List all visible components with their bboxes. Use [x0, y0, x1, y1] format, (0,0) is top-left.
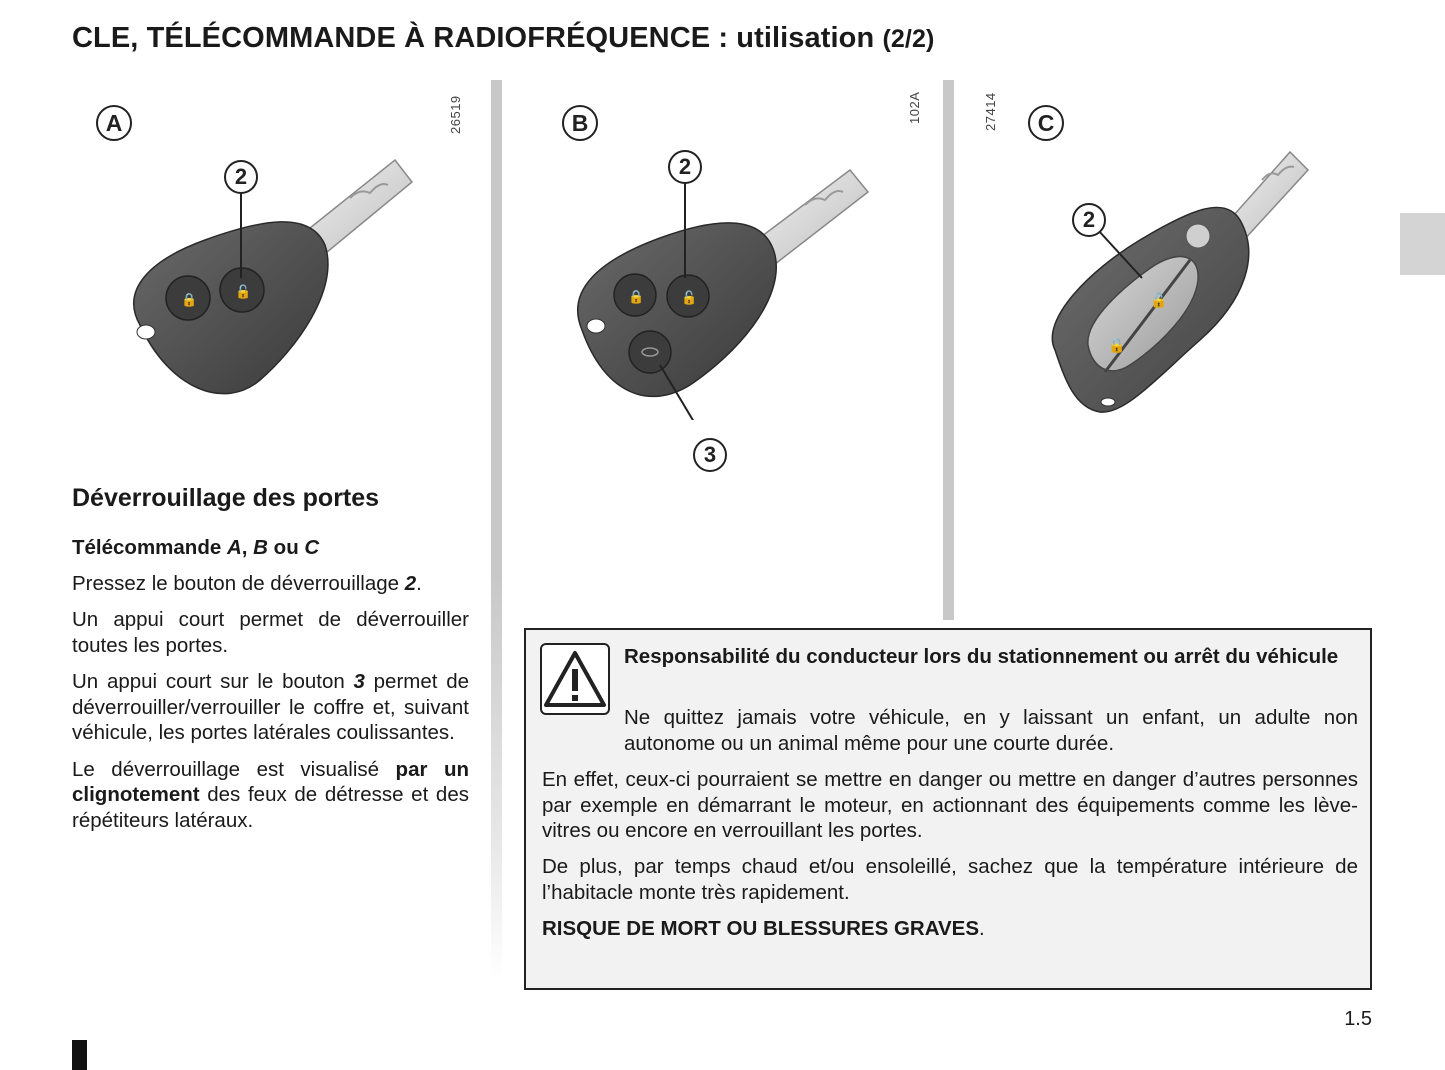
warning-paragraph-3: De plus, par temps chaud et/ou ensoleillé, sachez que la température intérieure de l’habitacle monte très rapidement.: [542, 855, 1358, 904]
figure-label-b: B: [562, 105, 598, 141]
svg-text:🔓: 🔓: [1150, 293, 1168, 309]
warning-box: [524, 628, 1372, 990]
column-divider: [491, 80, 502, 980]
paragraph-1: Pressez le bouton de déverrouillage 2.: [72, 571, 422, 595]
subheading: Télécommande A, B ou C: [72, 536, 320, 559]
callout-2-a: 2: [224, 160, 258, 194]
paragraph-4: Le déverrouillage est visualisé par un clignotement des feux de détresse et des répétiteurs latéraux.: [72, 757, 469, 832]
svg-text:🔓: 🔓: [235, 285, 252, 300]
figure-ref-b: 102A: [907, 91, 922, 124]
callout-2-b: 2: [668, 150, 702, 184]
warning-icon: [540, 643, 610, 715]
warning-paragraph-4: RISQUE DE MORT OU BLESSURES GRAVES.: [542, 917, 985, 940]
section-body: [72, 535, 469, 833]
figure-label-c: C: [1028, 105, 1064, 141]
warning-title: Responsabilité du conducteur lors du stationnement ou arrêt du véhicule: [624, 645, 1339, 668]
svg-text:🔓: 🔓: [681, 291, 698, 306]
callout-3-b: 3: [693, 438, 727, 472]
column-divider: [943, 80, 954, 620]
page-title: CLE, TÉLÉCOMMANDE À RADIOFRÉQUENCE : utilisation (2/2): [72, 22, 935, 54]
svg-text:🔒: 🔒: [1108, 338, 1126, 354]
paragraph-2: Un appui court permet de déverrouiller toutes les portes.: [72, 608, 469, 657]
key-c-illustration: [1030, 140, 1330, 430]
warning-paragraph-2: En effet, ceux-ci pourraient se mettre en danger ou mettre en danger d’autres personnes par exemple en démarrant le moteur, en actionnant des équipements comme les lève-vitres ou encore en verrouillant les portes.: [542, 768, 1358, 842]
svg-text:🔒: 🔒: [628, 290, 645, 305]
callout-2-c: 2: [1072, 203, 1106, 237]
section-heading: Déverrouillage des portes: [72, 484, 380, 512]
figure-ref-c: 27414: [983, 92, 998, 131]
page-title-suffix: (2/2): [882, 25, 935, 53]
figure-label-a: A: [96, 105, 132, 141]
page-marker: [72, 1040, 87, 1070]
warning-paragraph-1: Ne quittez jamais votre véhicule, en y laissant un enfant, un adulte non autonome ou un animal même pour une courte durée.: [624, 706, 1358, 755]
key-a-illustration: [110, 150, 430, 420]
paragraph-3: Un appui court sur le bouton 3 permet de déverrouiller/verrouiller le coffre et, suivant véhicule, les portes latérales coulissantes.: [72, 670, 470, 744]
svg-text:🔒: 🔒: [181, 293, 198, 308]
chapter-tab: [1400, 213, 1445, 275]
page-number: 1.5: [1344, 1008, 1372, 1030]
figure-ref-a: 26519: [448, 95, 463, 134]
key-b-illustration: [560, 160, 890, 420]
